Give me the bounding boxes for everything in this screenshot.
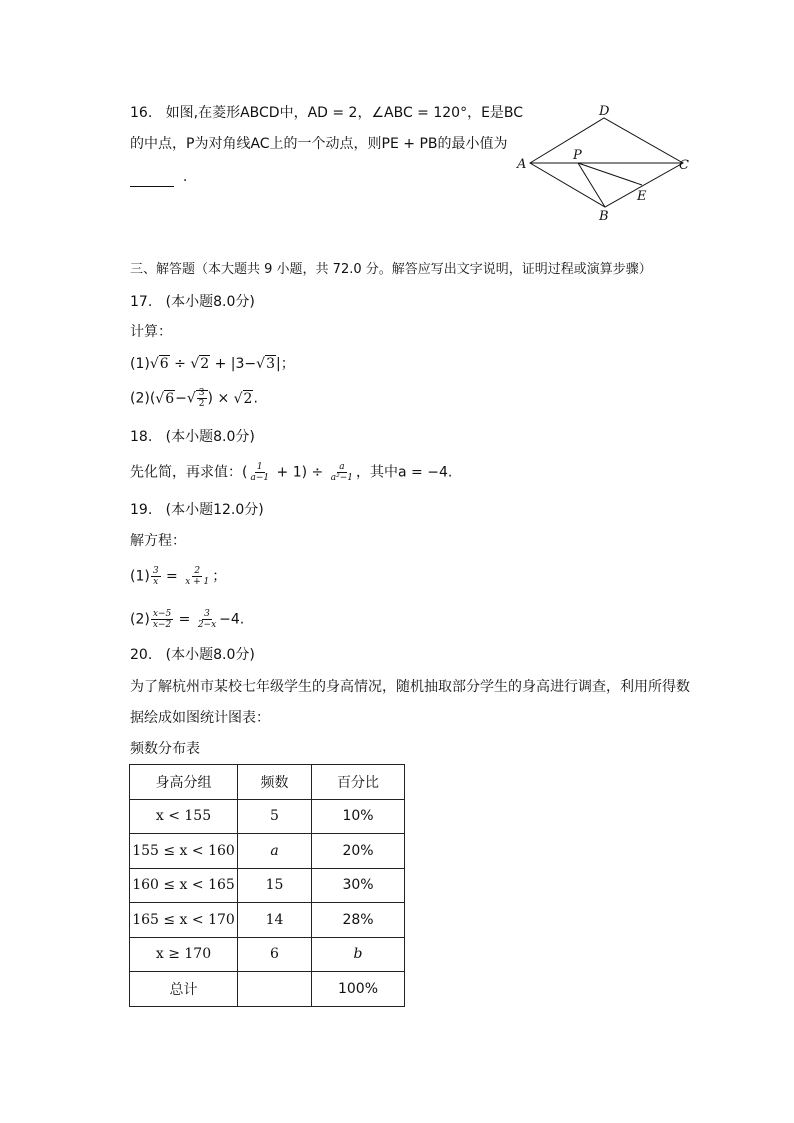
sqrt-fraction: √ $\frac{3}{2}$	[187, 388, 208, 409]
label-e: E	[637, 189, 647, 204]
q19-score: (本小题12.0分)	[165, 502, 264, 518]
q16-text-1: 如图,在菱形ABCD中，AD = 2，∠ABC = 120°，E是BC	[165, 105, 524, 121]
q16-period: .	[182, 169, 188, 185]
table-title: 频数分布表	[130, 741, 200, 757]
table-cell: 10%	[312, 799, 405, 834]
table-cell: 15	[238, 868, 312, 903]
fraction: $\frac{x-5}{x-2}$	[152, 609, 172, 630]
table-cell: x ≥ 170	[130, 937, 238, 972]
q18-header	[130, 427, 255, 447]
fraction: $\frac{1}{a-1}$	[250, 462, 270, 483]
table-cell: 160 ≤ x < 165	[130, 868, 238, 903]
q18-number: 18.	[130, 429, 153, 445]
table-row	[130, 972, 405, 1007]
table-row	[130, 937, 405, 972]
q17-part-1: (1)√6 ÷ √2 + |3−√3|；	[130, 356, 295, 372]
sqrt: √6	[155, 390, 175, 407]
q16-number: 16.	[130, 105, 153, 121]
q19-number: 19.	[130, 502, 153, 518]
q20-score: (本小题8.0分)	[165, 647, 255, 663]
answer-blank	[130, 172, 174, 187]
segment-pe	[578, 163, 642, 185]
q20-number: 20.	[130, 647, 153, 663]
q17-score: (本小题8.0分)	[165, 294, 255, 310]
label-p: P	[573, 148, 582, 163]
sqrt: √2	[190, 356, 210, 372]
sqrt: √3	[256, 356, 276, 372]
q17-number: 17.	[130, 294, 153, 310]
q16-line-3	[130, 167, 187, 187]
q19-header	[130, 500, 264, 520]
table-cell: x < 155	[130, 799, 238, 834]
fraction: $\frac{3}{x}$	[152, 566, 159, 587]
table-cell: 30%	[312, 868, 405, 903]
fraction: $\frac{2}{x + 1}$	[185, 566, 210, 587]
table-cell	[238, 972, 312, 1007]
section-3-title: 三、解答题（本大题共 9 小题，共 72.0 分。解答应写出文字说明，证明过程或演算步骤）	[130, 262, 652, 277]
table-cell: a	[238, 834, 312, 869]
table-cell: 6	[238, 937, 312, 972]
label-b: B	[599, 209, 609, 224]
fraction: $\frac{a}{\text{a²−1}}$	[330, 462, 353, 483]
table-row	[130, 799, 405, 834]
sqrt: √6	[149, 356, 169, 372]
frequency-table	[129, 764, 405, 1007]
q17-p1-label: (1)	[130, 356, 150, 372]
q19-part-1: (1) $\frac{3}{x}$ = $\frac{2}{x + 1}$ ；	[130, 566, 227, 587]
header-cell: 身高分组	[130, 765, 238, 800]
label-d: D	[599, 104, 610, 119]
q20-text-2: 据绘成如图统计图表：	[130, 710, 270, 726]
q20-text-1: 为了解杭州市某校七年级学生的身高情况，随机抽取部分学生的身高进行调查，利用所得数	[130, 679, 690, 695]
segment-pb	[578, 163, 605, 207]
table-row	[130, 868, 405, 903]
table-cell: b	[312, 937, 405, 972]
q17-header	[130, 292, 255, 312]
table-cell: 155 ≤ x < 160	[130, 834, 238, 869]
q17-p2-label: (2)(	[130, 390, 156, 407]
table-cell: 20%	[312, 834, 405, 869]
table-cell: 5	[238, 799, 312, 834]
q16-line-1	[130, 103, 523, 123]
table-header-row	[130, 765, 405, 800]
q19-intro: 解方程：	[130, 533, 186, 549]
q17-intro: 计算：	[130, 324, 172, 340]
rhombus-figure	[515, 100, 695, 225]
label-c: C	[679, 158, 689, 173]
table-cell: 28%	[312, 903, 405, 938]
table-cell: 165 ≤ x < 170	[130, 903, 238, 938]
table-cell: 100%	[312, 972, 405, 1007]
fraction: $\frac{3}{2-x}$	[197, 609, 217, 630]
q18-expression: 先化简，再求值：( $\frac{1}{a-1}$ + 1) ÷ $\frac{a}{\text{a²−1}}$ ，其中a = −4.	[130, 462, 453, 483]
table-cell: 总计	[130, 972, 238, 1007]
q17-part-2: (2)(√6−√ $\frac{3}{2}$ ) × √2.	[130, 388, 258, 409]
table-row	[130, 903, 405, 938]
table-row	[130, 834, 405, 869]
q19-part-2: (2) $\frac{x-5}{x-2}$ = $\frac{3}{2-x}$ −4.	[130, 609, 245, 630]
sqrt: √2	[233, 390, 253, 407]
table-cell: 14	[238, 903, 312, 938]
header-cell: 百分比	[312, 765, 405, 800]
q16-line-2	[130, 134, 508, 154]
q18-score: (本小题8.0分)	[165, 429, 255, 445]
header-cell: 频数	[238, 765, 312, 800]
label-a: A	[517, 157, 527, 172]
q16-text-2: 的中点，P为对角线AC上的一个动点，则PE + PB的最小值为	[130, 136, 508, 152]
q20-header	[130, 645, 255, 665]
